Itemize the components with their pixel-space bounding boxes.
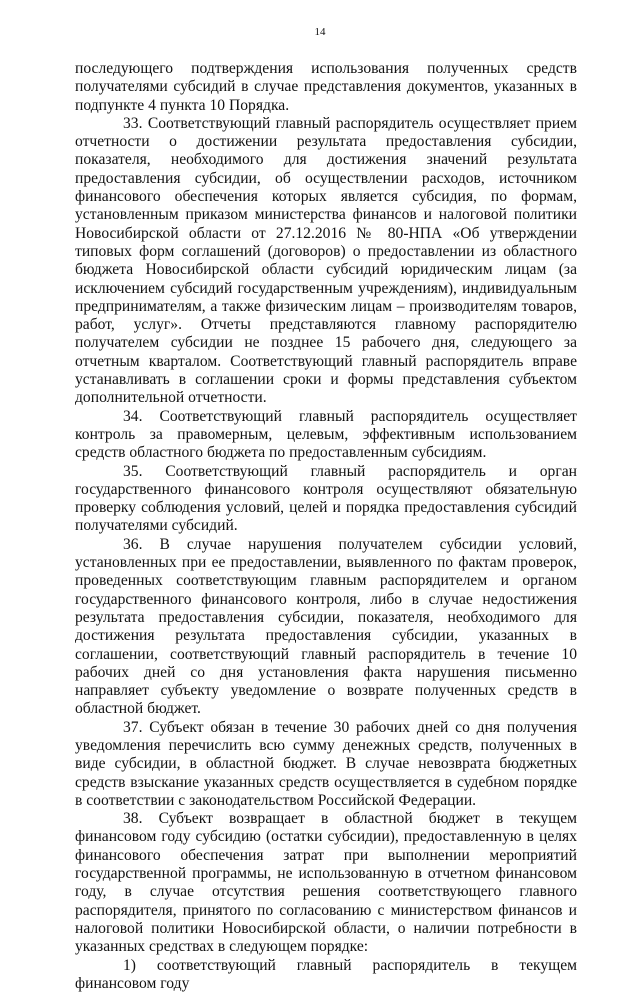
paragraph-35: 35. Соответствующий главный распорядитель и орган государственного финансового контроля осуществляют обязательную проверку соблюдения условий, целей и порядка предоставления субсидий получателями субсидий. [75, 462, 577, 535]
paragraph-continuation: последующего подтверждения использования полученных средств получателями субсидий в случае представления документов, указанных в подпункте 4 пункта 10 Порядка. [75, 60, 577, 114]
paragraph-37: 37. Субъект обязан в течение 30 рабочих дней со дня получения уведомления перечислить всю сумму денежных средств, полученных в виде субсидии, в областной бюджет. В случае невозврата бюджетных средств взыскание указанных средств осуществляется в судебном порядке в соответствии с законодательством Российской Федерации. [75, 718, 577, 809]
paragraph-38-item-1: 1) соответствующий главный распорядитель в текущем финансовом году [75, 956, 577, 992]
paragraph-34: 34. Соответствующий главный распорядитель осуществляет контроль за правомерным, целевым, эффективным использованием средств областного бюджета по предоставленным субсидиям. [75, 407, 577, 462]
paragraph-36: 36. В случае нарушения получателем субсидии условий, установленных при ее предоставлении, выявленного по фактам проверок, проведенных соответствующим главным распорядителем и органом государственного финансового контроля, либо в случае недостижения результата предоставления субсидии, показателя, необходимого для достижения результата предоставления субсидии, указанных в соглашении, соответствующий главный распорядитель в течение 10 рабочих дней со дня установления факта нарушения письменно направляет субъекту уведомление о возврате полученных средств в областной бюджет. [75, 535, 577, 718]
page-number: 14 [314, 26, 326, 38]
paragraph-33: 33. Соответствующий главный распорядитель осуществляет прием отчетности о достижении результата предоставления субсидии, показателя, необходимого для достижения значений результата предоставления субсидии, об осуществлении расходов, источником финансового обеспечения которых является субсидия, по формам, установленным приказом министерства финансов и налоговой политики Новосибирской области от 27.12.2016 № 80-НПА «Об утверждении типовых форм соглашений (договоров) о предоставлении из областного бюджета Новосибирской области субсидий юридическим лицам (за исключением субсидий государственным учреждениям), индивидуальным предпринимателям, а также физическим лицам – производителям товаров, работ, услуг». Отчеты представляются главному распорядителю получателем субсидии не позднее 15 рабочего дня, следующего за отчетным кварталом. Соответствующий главный распорядитель вправе устанавливать в соглашении сроки и формы представления субъектом дополнительной отчетности. [75, 114, 577, 407]
paragraph-38: 38. Субъект возвращает в областной бюджет в текущем финансовом году субсидию (остатки субсидии), предоставленную в целях финансового обеспечения затрат при выполнении мероприятий государственной программы, не использованную в отчетном финансовом году, в случае отсутствия решения соответствующего главного распорядителя, принятого по согласованию с министерством финансов и налоговой политики Новосибирской области, о наличии потребности в указанных средствах в следующем порядке: [75, 810, 577, 956]
document-body [75, 60, 577, 993]
